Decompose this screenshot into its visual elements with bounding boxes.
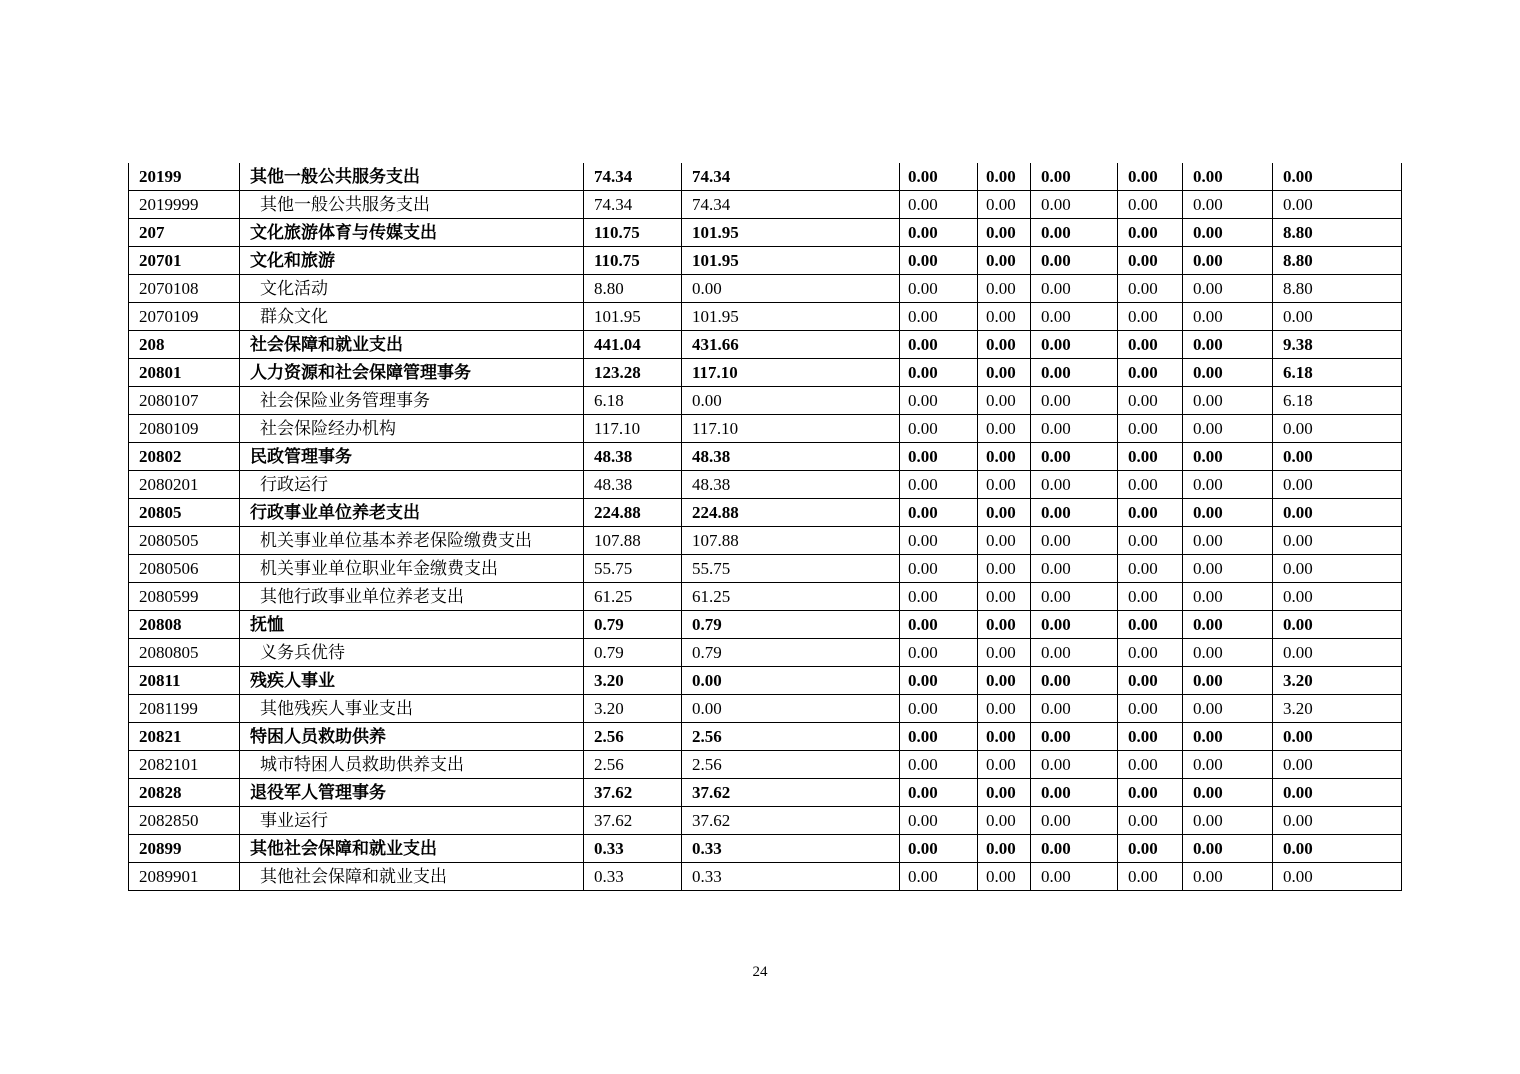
row-value-cell: 0.00 [900,835,978,863]
row-value-cell: 0.00 [1273,835,1402,863]
row-value-cell: 0.00 [978,303,1031,331]
row-value-cell: 0.00 [978,667,1031,695]
row-value-cell: 6.18 [584,387,682,415]
row-code-cell: 20811 [129,667,240,695]
row-value-cell: 0.00 [1118,359,1183,387]
table-row [129,443,1402,471]
row-code-cell: 2080505 [129,527,240,555]
row-value-cell: 0.00 [1031,191,1118,219]
row-value-cell: 0.00 [978,779,1031,807]
row-code-cell: 20805 [129,499,240,527]
row-value-cell: 0.00 [900,303,978,331]
row-value-cell: 0.00 [1031,527,1118,555]
row-value-cell: 2.56 [682,723,900,751]
row-value-cell: 0.00 [1183,751,1273,779]
row-code-cell: 2070108 [129,275,240,303]
row-value-cell: 0.00 [900,807,978,835]
row-value-cell: 224.88 [584,499,682,527]
row-value-cell: 0.00 [978,555,1031,583]
row-value-cell: 0.00 [900,639,978,667]
row-value-cell: 48.38 [682,443,900,471]
row-value-cell: 0.00 [900,443,978,471]
row-value-cell: 0.00 [978,443,1031,471]
row-value-cell: 6.18 [1273,387,1402,415]
row-value-cell: 117.10 [584,415,682,443]
row-value-cell: 0.00 [900,863,978,891]
row-value-cell: 0.00 [1183,415,1273,443]
row-value-cell: 0.00 [1273,723,1402,751]
row-value-cell: 0.00 [1273,415,1402,443]
row-value-cell: 0.00 [1031,863,1118,891]
row-value-cell: 0.00 [1273,303,1402,331]
row-value-cell: 0.00 [1183,723,1273,751]
row-code-cell: 2070109 [129,303,240,331]
row-value-cell: 0.33 [584,835,682,863]
row-value-cell: 0.00 [1118,163,1183,191]
row-code-cell: 2080506 [129,555,240,583]
row-value-cell: 0.79 [682,611,900,639]
row-value-cell: 0.00 [978,639,1031,667]
row-value-cell: 9.38 [1273,331,1402,359]
row-value-cell: 0.00 [1031,499,1118,527]
row-value-cell: 0.00 [900,527,978,555]
row-value-cell: 0.00 [1273,863,1402,891]
row-value-cell: 0.00 [1183,779,1273,807]
row-value-cell: 0.00 [900,555,978,583]
row-value-cell: 0.00 [1031,443,1118,471]
row-value-cell: 0.00 [1031,387,1118,415]
row-value-cell: 0.00 [900,163,978,191]
row-code-cell: 207 [129,219,240,247]
row-value-cell: 123.28 [584,359,682,387]
row-value-cell: 74.34 [682,191,900,219]
row-name-cell: 其他一般公共服务支出 [240,163,584,191]
row-value-cell: 107.88 [584,527,682,555]
row-code-cell: 20701 [129,247,240,275]
row-name-cell: 残疾人事业 [240,667,584,695]
row-value-cell: 0.00 [1031,779,1118,807]
row-value-cell: 0.00 [1118,275,1183,303]
row-value-cell: 0.00 [1183,527,1273,555]
row-value-cell: 0.00 [1183,359,1273,387]
row-value-cell: 8.80 [584,275,682,303]
row-value-cell: 0.00 [1031,695,1118,723]
row-value-cell: 0.00 [1183,191,1273,219]
table-row [129,555,1402,583]
table-row [129,835,1402,863]
row-value-cell: 0.00 [682,387,900,415]
row-value-cell: 0.00 [1031,667,1118,695]
row-value-cell: 0.00 [1273,639,1402,667]
row-value-cell: 101.95 [682,303,900,331]
row-value-cell: 224.88 [682,499,900,527]
row-value-cell: 0.00 [1183,443,1273,471]
row-value-cell: 37.62 [584,807,682,835]
row-value-cell: 0.00 [1118,863,1183,891]
row-value-cell: 0.00 [1031,359,1118,387]
row-value-cell: 0.00 [1118,835,1183,863]
table-row [129,415,1402,443]
row-code-cell: 20199 [129,163,240,191]
table-row [129,247,1402,275]
row-value-cell: 117.10 [682,359,900,387]
row-value-cell: 0.00 [900,219,978,247]
row-value-cell: 0.00 [1273,471,1402,499]
row-value-cell: 0.00 [1118,331,1183,359]
row-value-cell: 0.00 [1118,779,1183,807]
row-value-cell: 0.00 [1118,471,1183,499]
row-value-cell: 37.62 [682,807,900,835]
row-value-cell: 0.00 [1183,303,1273,331]
row-value-cell: 0.00 [900,191,978,219]
row-value-cell: 48.38 [584,471,682,499]
row-value-cell: 8.80 [1273,247,1402,275]
row-code-cell: 2080201 [129,471,240,499]
row-value-cell: 61.25 [584,583,682,611]
row-name-cell: 抚恤 [240,611,584,639]
row-value-cell: 0.00 [900,779,978,807]
row-value-cell: 0.00 [1183,583,1273,611]
row-value-cell: 0.00 [1183,695,1273,723]
row-value-cell: 0.00 [900,667,978,695]
row-value-cell: 37.62 [682,779,900,807]
row-value-cell: 0.00 [1031,247,1118,275]
row-name-cell: 机关事业单位职业年金缴费支出 [240,555,584,583]
row-value-cell: 0.00 [900,359,978,387]
row-value-cell: 0.00 [682,275,900,303]
table-row [129,695,1402,723]
row-value-cell: 0.00 [1183,331,1273,359]
row-value-cell: 0.00 [682,695,900,723]
budget-table [128,163,1402,891]
row-value-cell: 0.00 [978,191,1031,219]
row-value-cell: 3.20 [1273,695,1402,723]
row-name-cell: 文化和旅游 [240,247,584,275]
row-value-cell: 55.75 [682,555,900,583]
row-value-cell: 0.00 [1031,331,1118,359]
row-code-cell: 20808 [129,611,240,639]
row-name-cell: 群众文化 [240,303,584,331]
row-code-cell: 20821 [129,723,240,751]
row-value-cell: 0.00 [1183,639,1273,667]
row-code-cell: 2080107 [129,387,240,415]
row-code-cell: 2082850 [129,807,240,835]
row-value-cell: 74.34 [682,163,900,191]
row-value-cell: 101.95 [682,247,900,275]
row-value-cell: 0.00 [1183,275,1273,303]
row-name-cell: 文化旅游体育与传媒支出 [240,219,584,247]
table-body [129,163,1402,891]
row-value-cell: 0.00 [900,387,978,415]
row-value-cell: 0.00 [978,387,1031,415]
row-name-cell: 行政运行 [240,471,584,499]
row-value-cell: 0.00 [1031,583,1118,611]
row-name-cell: 特困人员救助供养 [240,723,584,751]
row-value-cell: 0.00 [1118,583,1183,611]
row-value-cell: 0.00 [1118,639,1183,667]
row-value-cell: 0.00 [1183,219,1273,247]
row-value-cell: 37.62 [584,779,682,807]
row-value-cell: 0.00 [900,583,978,611]
row-value-cell: 0.00 [1183,555,1273,583]
row-value-cell: 0.00 [900,695,978,723]
row-value-cell: 0.00 [1183,163,1273,191]
row-value-cell: 0.00 [1118,443,1183,471]
row-value-cell: 0.79 [584,639,682,667]
row-value-cell: 0.00 [1031,219,1118,247]
row-value-cell: 0.00 [1183,387,1273,415]
table-row [129,471,1402,499]
table-row [129,723,1402,751]
row-value-cell: 0.00 [1183,471,1273,499]
row-name-cell: 义务兵优待 [240,639,584,667]
row-name-cell: 其他残疾人事业支出 [240,695,584,723]
row-value-cell: 74.34 [584,191,682,219]
row-value-cell: 0.00 [900,723,978,751]
row-name-cell: 行政事业单位养老支出 [240,499,584,527]
row-value-cell: 117.10 [682,415,900,443]
row-value-cell: 0.00 [1273,163,1402,191]
row-value-cell: 0.00 [978,163,1031,191]
row-code-cell: 2080599 [129,583,240,611]
row-value-cell: 74.34 [584,163,682,191]
row-code-cell: 2082101 [129,751,240,779]
table-row [129,219,1402,247]
row-name-cell: 机关事业单位基本养老保险缴费支出 [240,527,584,555]
row-value-cell: 101.95 [584,303,682,331]
table-row [129,359,1402,387]
row-value-cell: 0.79 [584,611,682,639]
row-value-cell: 0.00 [682,667,900,695]
row-value-cell: 0.00 [978,583,1031,611]
row-value-cell: 0.00 [1273,611,1402,639]
row-value-cell: 0.00 [978,499,1031,527]
row-name-cell: 其他一般公共服务支出 [240,191,584,219]
row-value-cell: 0.00 [1118,667,1183,695]
row-name-cell: 其他社会保障和就业支出 [240,863,584,891]
row-value-cell: 0.00 [1183,835,1273,863]
row-value-cell: 0.00 [978,359,1031,387]
row-value-cell: 0.00 [1273,191,1402,219]
row-code-cell: 20802 [129,443,240,471]
row-value-cell: 0.00 [978,611,1031,639]
row-value-cell: 0.00 [1031,807,1118,835]
row-name-cell: 社会保险业务管理事务 [240,387,584,415]
row-value-cell: 0.00 [900,331,978,359]
row-value-cell: 61.25 [682,583,900,611]
table-row [129,779,1402,807]
row-name-cell: 民政管理事务 [240,443,584,471]
row-value-cell: 0.00 [1273,779,1402,807]
row-value-cell: 0.00 [978,807,1031,835]
row-value-cell: 0.00 [900,247,978,275]
row-value-cell: 0.00 [978,695,1031,723]
row-value-cell: 55.75 [584,555,682,583]
row-value-cell: 0.00 [1118,219,1183,247]
row-name-cell: 文化活动 [240,275,584,303]
table-row [129,331,1402,359]
row-value-cell: 101.95 [682,219,900,247]
row-value-cell: 0.00 [1118,247,1183,275]
row-value-cell: 0.00 [978,471,1031,499]
row-value-cell: 0.00 [1183,667,1273,695]
row-value-cell: 0.33 [682,835,900,863]
row-value-cell: 107.88 [682,527,900,555]
table-row [129,163,1402,191]
row-name-cell: 人力资源和社会保障管理事务 [240,359,584,387]
row-value-cell: 0.00 [1183,807,1273,835]
row-value-cell: 0.00 [978,275,1031,303]
row-value-cell: 0.00 [978,863,1031,891]
row-value-cell: 0.00 [978,415,1031,443]
row-value-cell: 0.33 [682,863,900,891]
row-value-cell: 0.00 [900,751,978,779]
row-value-cell: 0.00 [900,415,978,443]
row-value-cell: 0.00 [1118,751,1183,779]
row-code-cell: 208 [129,331,240,359]
row-value-cell: 0.00 [978,723,1031,751]
row-value-cell: 2.56 [682,751,900,779]
row-value-cell: 431.66 [682,331,900,359]
row-value-cell: 3.20 [584,667,682,695]
row-value-cell: 0.00 [1273,527,1402,555]
row-value-cell: 0.00 [1273,807,1402,835]
row-name-cell: 社会保障和就业支出 [240,331,584,359]
row-value-cell: 0.00 [900,275,978,303]
row-value-cell: 0.00 [1118,807,1183,835]
row-value-cell: 0.00 [1031,163,1118,191]
page-number: 24 [752,964,768,980]
row-value-cell: 2.56 [584,723,682,751]
row-value-cell: 48.38 [584,443,682,471]
row-value-cell: 0.00 [1031,611,1118,639]
table-row [129,667,1402,695]
row-value-cell: 0.00 [1118,303,1183,331]
row-value-cell: 0.00 [1118,611,1183,639]
row-value-cell: 441.04 [584,331,682,359]
row-value-cell: 0.00 [1273,583,1402,611]
row-value-cell: 0.00 [1273,555,1402,583]
table-row [129,387,1402,415]
row-value-cell: 0.00 [1118,555,1183,583]
row-value-cell: 0.00 [978,219,1031,247]
row-value-cell: 0.00 [1118,695,1183,723]
table-row [129,275,1402,303]
row-value-cell: 6.18 [1273,359,1402,387]
row-value-cell: 8.80 [1273,219,1402,247]
row-name-cell: 退役军人管理事务 [240,779,584,807]
row-value-cell: 0.00 [1273,751,1402,779]
table-row [129,191,1402,219]
row-value-cell: 0.00 [1031,751,1118,779]
row-value-cell: 0.00 [1031,471,1118,499]
row-value-cell: 0.79 [682,639,900,667]
row-value-cell: 0.00 [1031,835,1118,863]
table-row [129,611,1402,639]
row-value-cell: 0.00 [1031,275,1118,303]
row-value-cell: 0.00 [978,247,1031,275]
row-value-cell: 110.75 [584,247,682,275]
row-value-cell: 0.00 [1183,247,1273,275]
row-value-cell: 0.00 [1118,723,1183,751]
table-row [129,639,1402,667]
row-value-cell: 0.00 [1118,527,1183,555]
row-value-cell: 0.00 [1118,387,1183,415]
row-value-cell: 0.00 [1118,191,1183,219]
row-value-cell: 0.00 [1031,415,1118,443]
row-code-cell: 20801 [129,359,240,387]
row-name-cell: 其他行政事业单位养老支出 [240,583,584,611]
table-row [129,863,1402,891]
row-value-cell: 0.00 [1183,863,1273,891]
row-value-cell: 3.20 [584,695,682,723]
row-value-cell: 0.00 [1031,723,1118,751]
row-value-cell: 2.56 [584,751,682,779]
row-value-cell: 0.00 [978,751,1031,779]
row-value-cell: 0.00 [1118,499,1183,527]
table-row [129,303,1402,331]
row-value-cell: 0.00 [900,611,978,639]
row-value-cell: 0.00 [978,527,1031,555]
row-value-cell: 8.80 [1273,275,1402,303]
row-code-cell: 2019999 [129,191,240,219]
table-row [129,807,1402,835]
row-name-cell: 事业运行 [240,807,584,835]
row-value-cell: 3.20 [1273,667,1402,695]
row-value-cell: 0.00 [978,835,1031,863]
row-value-cell: 0.33 [584,863,682,891]
row-value-cell: 0.00 [1118,415,1183,443]
row-name-cell: 社会保险经办机构 [240,415,584,443]
row-value-cell: 0.00 [978,331,1031,359]
row-value-cell: 0.00 [1183,499,1273,527]
row-value-cell: 0.00 [900,471,978,499]
row-value-cell: 0.00 [1273,443,1402,471]
row-name-cell: 其他社会保障和就业支出 [240,835,584,863]
row-code-cell: 2089901 [129,863,240,891]
table-row [129,583,1402,611]
row-value-cell: 0.00 [1031,639,1118,667]
row-code-cell: 2080805 [129,639,240,667]
row-name-cell: 城市特困人员救助供养支出 [240,751,584,779]
row-value-cell: 110.75 [584,219,682,247]
row-value-cell: 0.00 [1031,555,1118,583]
row-value-cell: 0.00 [1183,611,1273,639]
row-value-cell: 48.38 [682,471,900,499]
row-code-cell: 20828 [129,779,240,807]
row-code-cell: 2080109 [129,415,240,443]
row-code-cell: 2081199 [129,695,240,723]
table-row [129,751,1402,779]
table-row [129,499,1402,527]
row-value-cell: 0.00 [1273,499,1402,527]
row-value-cell: 0.00 [900,499,978,527]
row-code-cell: 20899 [129,835,240,863]
table-row [129,527,1402,555]
row-value-cell: 0.00 [1031,303,1118,331]
